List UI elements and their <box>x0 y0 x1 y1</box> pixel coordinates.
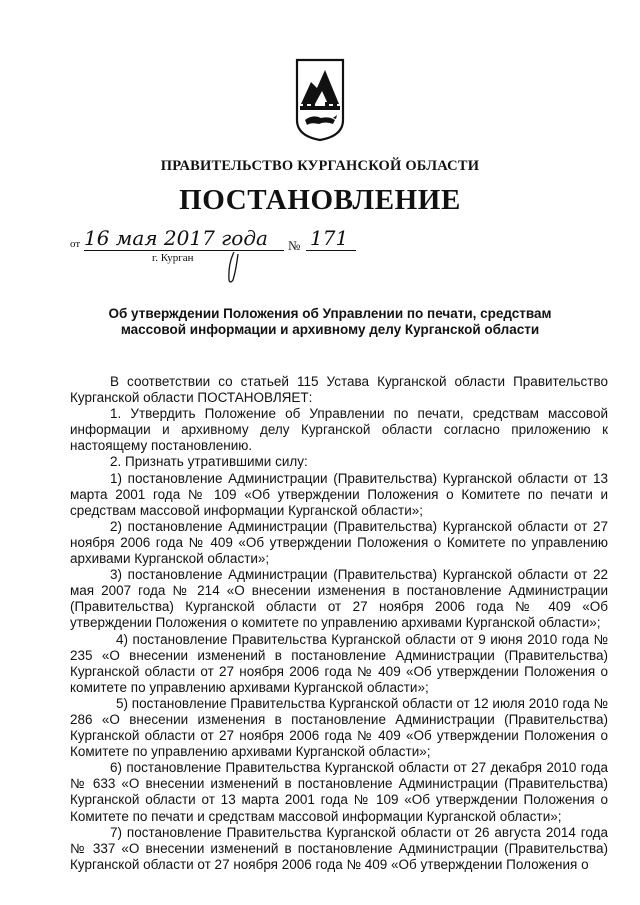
paragraph-subitem-1: 1) постановление Администрации (Правительства) Курганской области от 13 марта 2001 года № 109 «Об утверждении Положения о Комитете по печати и средствам массовой информации Курганской области»; <box>70 470 608 518</box>
number-label: № <box>288 238 301 253</box>
number-underline <box>306 250 356 251</box>
coat-of-arms-icon <box>295 58 345 142</box>
dateline <box>70 228 370 278</box>
paragraph-item-1: 1. Утвердить Положение об Управлении по печати, средствам массовой информации и архивному делу Курганской области согласно приложению к настоящему постановлению. <box>70 406 608 454</box>
handwritten-date: 16 мая 2017 года <box>84 226 268 250</box>
handwritten-number: 171 <box>310 226 349 250</box>
paragraph-subitem-4: 4) постановление Правительства Курганской области от 9 июня 2010 года № 235 «О внесении изменений в постановление Администрации (Правительства) Курганской области от 27 ноября 2006 года № 409 «Об утверждении Положения о комитете по управлению архивами Курганской области»; <box>70 631 608 695</box>
subject-line-2: массовой информации и архивному делу Курганской области <box>120 322 540 337</box>
signature-stroke <box>222 250 242 286</box>
paragraph-subitem-3: 3) постановление Администрации (Правительства) Курганской области от 22 мая 2007 года № 214 «О внесении изменения в постановление Администрации (Правительства) Курганской области от 27 ноября 2006 года № 409 «Об утверждении Положения о комитете по управлению архивами Курганской области»; <box>70 567 608 631</box>
government-title: ПРАВИТЕЛЬСТВО КУРГАНСКОЙ ОБЛАСТИ <box>160 158 480 174</box>
document-subject <box>60 306 600 338</box>
paragraph-subitem-5: 5) постановление Правительства Курганской области от 12 июля 2010 года № 286 «О внесении изменения в постановление Администрации (Правительства) Курганской области от 27 ноября 2006 года № 409 «Об утверждении Положения о Комитете по управлению архивами Курганской области»; <box>70 695 608 760</box>
paragraph-subitem-6: 6) постановление Правительства Курганской области от 27 декабря 2010 года № 633 «О внесении изменений в постановление Администрации (Правительства) Курганской области от 13 марта 2001 года № 109 «Об утверждении Положения о Комитете по печати и средствам массовой информации Курганской области»; <box>70 760 608 824</box>
date-underline <box>84 250 284 251</box>
subject-line-1: Об утверждении Положения об Управлении по печати, средствам <box>108 306 552 321</box>
paragraph-subitem-7: 7) постановление Правительства Курганской области от 26 августа 2014 года № 337 «О внесении изменений в постановление Администрации (Правительства) Курганской области от 27 ноября 2006 года № 409 «Об утверждении Положения о <box>70 824 608 872</box>
city-label: г. Курган <box>152 252 194 264</box>
paragraph-preamble: В соответствии со статьей 115 Устава Курганской области Правительство Курганской области ПОСТАНОВЛЯЕТ: <box>70 374 608 406</box>
document-body <box>70 374 608 873</box>
paragraph-subitem-2: 2) постановление Администрации (Правительства) Курганской области от 27 ноября 2006 года № 409 «Об утверждении Положения о Комитете по управлению архивами Курганской области»; <box>70 518 608 567</box>
paragraph-item-2: 2. Признать утратившими силу: <box>110 454 308 470</box>
document-type-title: ПОСТАНОВЛЕНИЕ <box>179 184 461 216</box>
from-label: от <box>70 238 81 250</box>
